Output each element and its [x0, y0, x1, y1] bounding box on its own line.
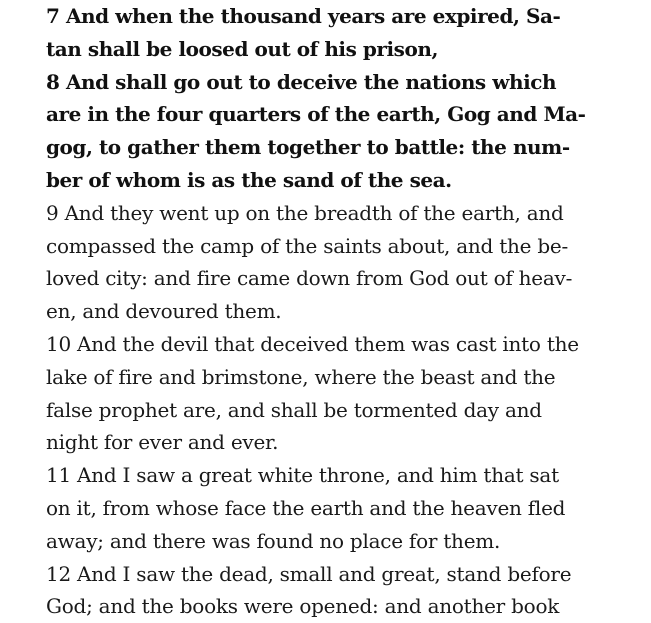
verse-11-line-1: 11 And I saw a great white throne, and him that sat [46, 463, 559, 488]
verse-9-line-2: compassed the camp of the saints about, and the be- [46, 233, 568, 258]
verse-7-line-1: 7 And when the thousand years are expired, Sa- [46, 4, 561, 28]
verse-10-line-4: night for ever and ever. [46, 430, 279, 455]
scripture-page [46, 0, 646, 623]
verse-10-line-2: lake of fire and brimstone, where the beast and the [46, 364, 556, 389]
verse-8-line-1: 8 And shall go out to deceive the nations which [46, 69, 557, 94]
verse-11-line-2: on it, from whose face the earth and the heaven fled [46, 495, 566, 520]
verse-9-line-1: 9 And they went up on the breadth of the earth, and [46, 200, 564, 225]
verse-12-line-1: 12 And I saw the dead, small and great, stand before [46, 561, 572, 586]
verse-11-line-3: away; and there was found no place for them. [46, 528, 501, 553]
verse-8-line-4: ber of whom is as the sand of the sea. [46, 167, 452, 192]
verse-8-line-2: are in the four quarters of the earth, Gog and Ma- [46, 102, 586, 127]
verse-8-line-3: gog, to gather them together to battle: the num- [46, 135, 570, 160]
verse-10-line-3: false prophet are, and shall be tormented day and [46, 397, 542, 422]
verse-9-line-4: en, and devoured them. [46, 299, 282, 324]
verse-10-line-1: 10 And the devil that deceived them was cast into the [46, 331, 579, 356]
verse-7-line-2: tan shall be loosed out of his prison, [46, 36, 438, 61]
verse-12-line-2: God; and the books were opened: and another book [46, 594, 560, 619]
verse-9-line-3: loved city: and fire came down from God out of heav- [46, 266, 573, 291]
